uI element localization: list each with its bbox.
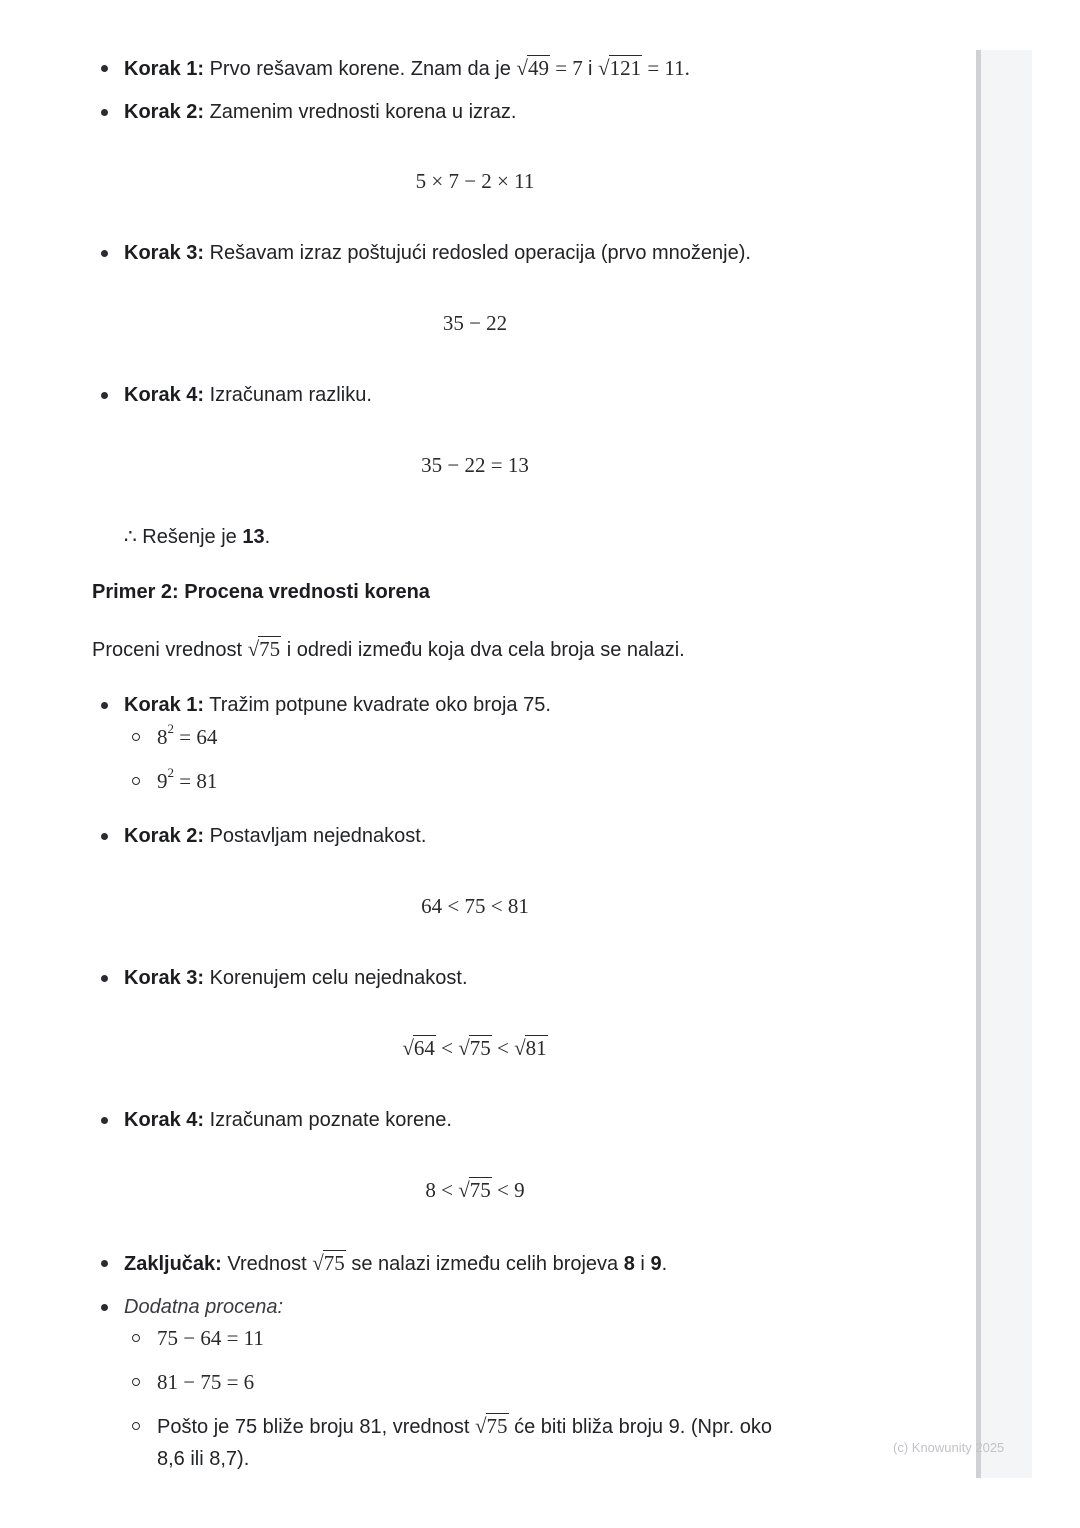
bullet (101, 65, 108, 72)
sub-bullet (132, 733, 140, 741)
step-2: Korak 2: Zamenim vrednosti korena u izraz. (124, 101, 517, 123)
sub-item: Pošto je 75 bliže broju 81, vrednost √75 će biti bliža broju 9. (Npr. oko (157, 1414, 772, 1438)
sub-item: $9^2 = 81$ (157, 765, 218, 793)
bullet (101, 702, 108, 709)
bullet (101, 1117, 108, 1124)
intro-paragraph: Proceni vrednost √75 i odredi između koja dva cela broja se nalazi. (92, 637, 685, 661)
sub-item: 81 − 75 = 6 (157, 1370, 255, 1394)
step-2: Korak 2: Postavljam nejednakost. (124, 825, 427, 847)
step-4: Korak 4: Izračunam poznate korene. (124, 1109, 452, 1131)
bullet (101, 109, 108, 116)
step-4: Korak 4: Izračunam razliku. (124, 384, 372, 406)
side-panel (976, 50, 1032, 1478)
step-label: Korak 1: (124, 58, 205, 80)
sub-bullet (132, 777, 140, 785)
sub-item: $8^2 = 64$ (157, 721, 218, 749)
step-text: Prvo rešavam korene. Znam da je (209, 58, 511, 80)
conclusion: Zaključak: Vrednost √75 se nalazi između celih brojeva 8 i 9. (124, 1251, 668, 1275)
sqrt-49: √49 (516, 56, 549, 80)
bullet (101, 392, 108, 399)
step-3: Korak 3: Rešavam izraz poštujući redosled operacija (prvo množenje). (124, 242, 751, 264)
sub-item-continuation: 8,6 ili 8,7). (157, 1448, 250, 1470)
display-equation: 35 − 22 (442, 311, 508, 335)
watermark: (c) Knowunity 2025 (893, 1440, 1005, 1455)
step-1: Korak 1: Prvo rešavam korene. Znam da je √49 = 7 i √121 = 11. (124, 56, 690, 80)
bullet (101, 833, 108, 840)
display-equation: √64 < √75 < √81 (402, 1036, 547, 1060)
sqrt-121: √121 (598, 56, 642, 80)
step-1: Korak 1: Tražim potpune kvadrate oko broja 75. (124, 694, 551, 716)
sub-bullet (132, 1378, 140, 1386)
bullet (101, 975, 108, 982)
display-equation: 5 × 7 − 2 × 11 (415, 169, 535, 193)
bullet (101, 1260, 108, 1267)
sub-bullet (132, 1422, 140, 1430)
step-3: Korak 3: Korenujem celu nejednakost. (124, 967, 468, 989)
display-equation: 35 − 22 = 13 (421, 453, 529, 477)
solution-line: ∴ Rešenje je 13. (124, 526, 271, 548)
sub-item: 75 − 64 = 11 (157, 1326, 264, 1350)
bullet (101, 1304, 108, 1311)
display-equation: 8 < √75 < 9 (425, 1178, 525, 1202)
bullet (101, 250, 108, 257)
display-equation: 64 < 75 < 81 (421, 894, 529, 918)
section-heading: Primer 2: Procena vrednosti korena (92, 581, 430, 603)
extra-estimate-label: Dodatna procena: (124, 1296, 284, 1318)
sqrt-75: √75 (247, 637, 281, 661)
sub-bullet (132, 1334, 140, 1342)
